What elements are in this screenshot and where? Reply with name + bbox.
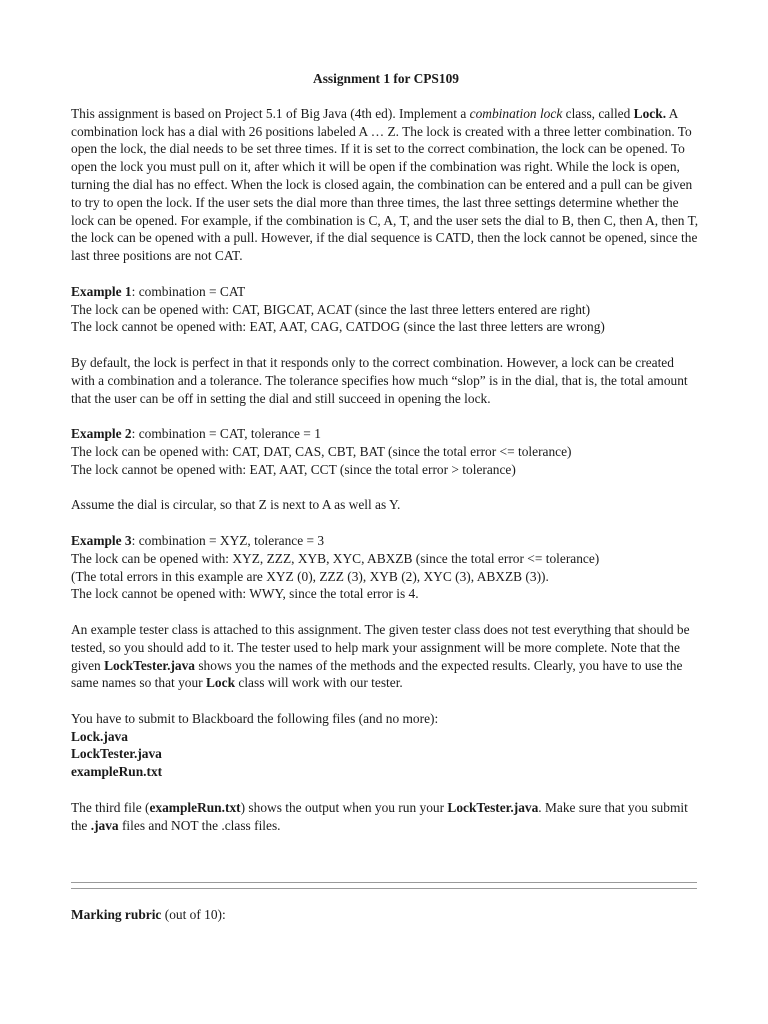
page-title: Assignment 1 for CPS109	[313, 71, 459, 86]
submit-file	[71, 763, 701, 781]
submit-file-name: Lock.java	[71, 728, 128, 744]
rubric-heading	[71, 906, 226, 924]
submit-intro: You have to submit to Blackboard the following files (and no more):	[71, 710, 439, 726]
intro-class-name: Lock.	[633, 105, 667, 121]
submit-file-name: LockTester.java	[71, 746, 162, 762]
third-file-text: files and NOT the .class files.	[118, 817, 281, 833]
example3-header	[71, 532, 701, 550]
third-file-name: exampleRun.txt	[149, 799, 241, 815]
submit-file	[71, 728, 701, 746]
example1-line1: The lock can be opened with: CAT, BIGCAT, ACAT (since the last three letters entered are right)	[71, 301, 591, 317]
submit-file-name: exampleRun.txt	[71, 764, 163, 780]
example1-combination: : combination = CAT	[131, 283, 246, 299]
example2-line1: The lock can be opened with: CAT, DAT, CAS, CBT, BAT (since the total error <= tolerance)	[71, 443, 572, 459]
intro-text: class, called	[562, 105, 634, 121]
section-divider	[71, 882, 697, 889]
example1-line2: The lock cannot be opened with: EAT, AAT, CAG, CATDOG (since the last three letters are wrong)	[71, 319, 605, 335]
example1-header	[71, 283, 701, 301]
example3-line3: The lock cannot be opened with: WWY, since the total error is 4.	[71, 586, 419, 602]
third-file-paragraph	[71, 799, 701, 835]
submit-file	[71, 745, 701, 763]
third-file-extension: .java	[90, 817, 119, 833]
example2-line2: The lock cannot be opened with: EAT, AAT, CCT (since the total error > tolerance)	[71, 461, 516, 477]
example1-label: Example 1	[71, 283, 132, 299]
intro-text: This assignment is based on Project 5.1 of Big Java (4th ed). Implement a	[71, 105, 470, 121]
tester-paragraph	[71, 621, 701, 692]
tester-class-name: Lock	[206, 675, 236, 691]
tester-file-name: LockTester.java	[104, 657, 195, 673]
tester-text: An example tester class is attached to this assignment. The given tester class does not test everything that should be tested, so you should add to it. The tester used to help mark your assignment will be more complete. Note that the given	[71, 621, 690, 673]
example2-combination: : combination = CAT, tolerance = 1	[131, 426, 321, 442]
third-file-text: . Make sure that you submit the	[71, 799, 688, 833]
document-page	[71, 70, 701, 834]
rubric-label: Marking rubric	[71, 907, 162, 922]
example3-label: Example 3	[71, 532, 132, 548]
intro-emphasis: combination lock	[469, 105, 563, 121]
example2-label: Example 2	[71, 426, 132, 442]
rubric-suffix: (out of 10):	[161, 907, 226, 922]
intro-paragraph	[71, 105, 701, 265]
tester-text: class will work with our tester.	[235, 675, 403, 691]
tester-text: shows you the names of the methods and the expected results. Clearly, you have to use the same names so that your	[71, 657, 683, 691]
tolerance-paragraph: By default, the lock is perfect in that it responds only to the correct combination. However, a lock can be created with a combination and a tolerance. The tolerance specifies how much “slop” is in the dial, that is, the total amount that the user can be off in setting the dial and still succeed in opening the lock.	[71, 354, 688, 406]
intro-text: A combination lock has a dial with 26 positions labeled A … Z. The lock is created with a three letter combination. To open the lock, the dial needs to be set three times. If it is set to the correct combination, the lock can be opened. To open the lock you must pull on it, after which it will be open if the combination was right. While the lock is open, turning the dial has no effect. When the lock is closed again, the combination can be entered and a pull can be given to try to open the lock. If the user sets the dial more than three times, the last three settings determine whether the lock can be opened. For example, if the combination is C, A, T, and the user sets the dial to B, then C, then A, then T, the lock can be opened with a pull. However, if the dial sequence is CATD, then the lock cannot be opened, since the last three positions are not CAT.	[71, 105, 699, 264]
third-file-text: ) shows the output when you run your	[240, 799, 448, 815]
example2-header	[71, 425, 701, 443]
third-file-text: The third file (	[71, 799, 150, 815]
example3-line1: The lock can be opened with: XYZ, ZZZ, XYB, XYC, ABXZB (since the total error <= tolerance)	[71, 550, 600, 566]
example3-combination: : combination = XYZ, tolerance = 3	[131, 532, 325, 548]
example3-line2: (The total errors in this example are XYZ (0), ZZZ (3), XYB (2), XYC (3), ABXZB (3)).	[71, 568, 549, 584]
third-file-tester-name: LockTester.java	[447, 799, 539, 815]
circular-paragraph: Assume the dial is circular, so that Z is next to A as well as Y.	[71, 497, 401, 513]
